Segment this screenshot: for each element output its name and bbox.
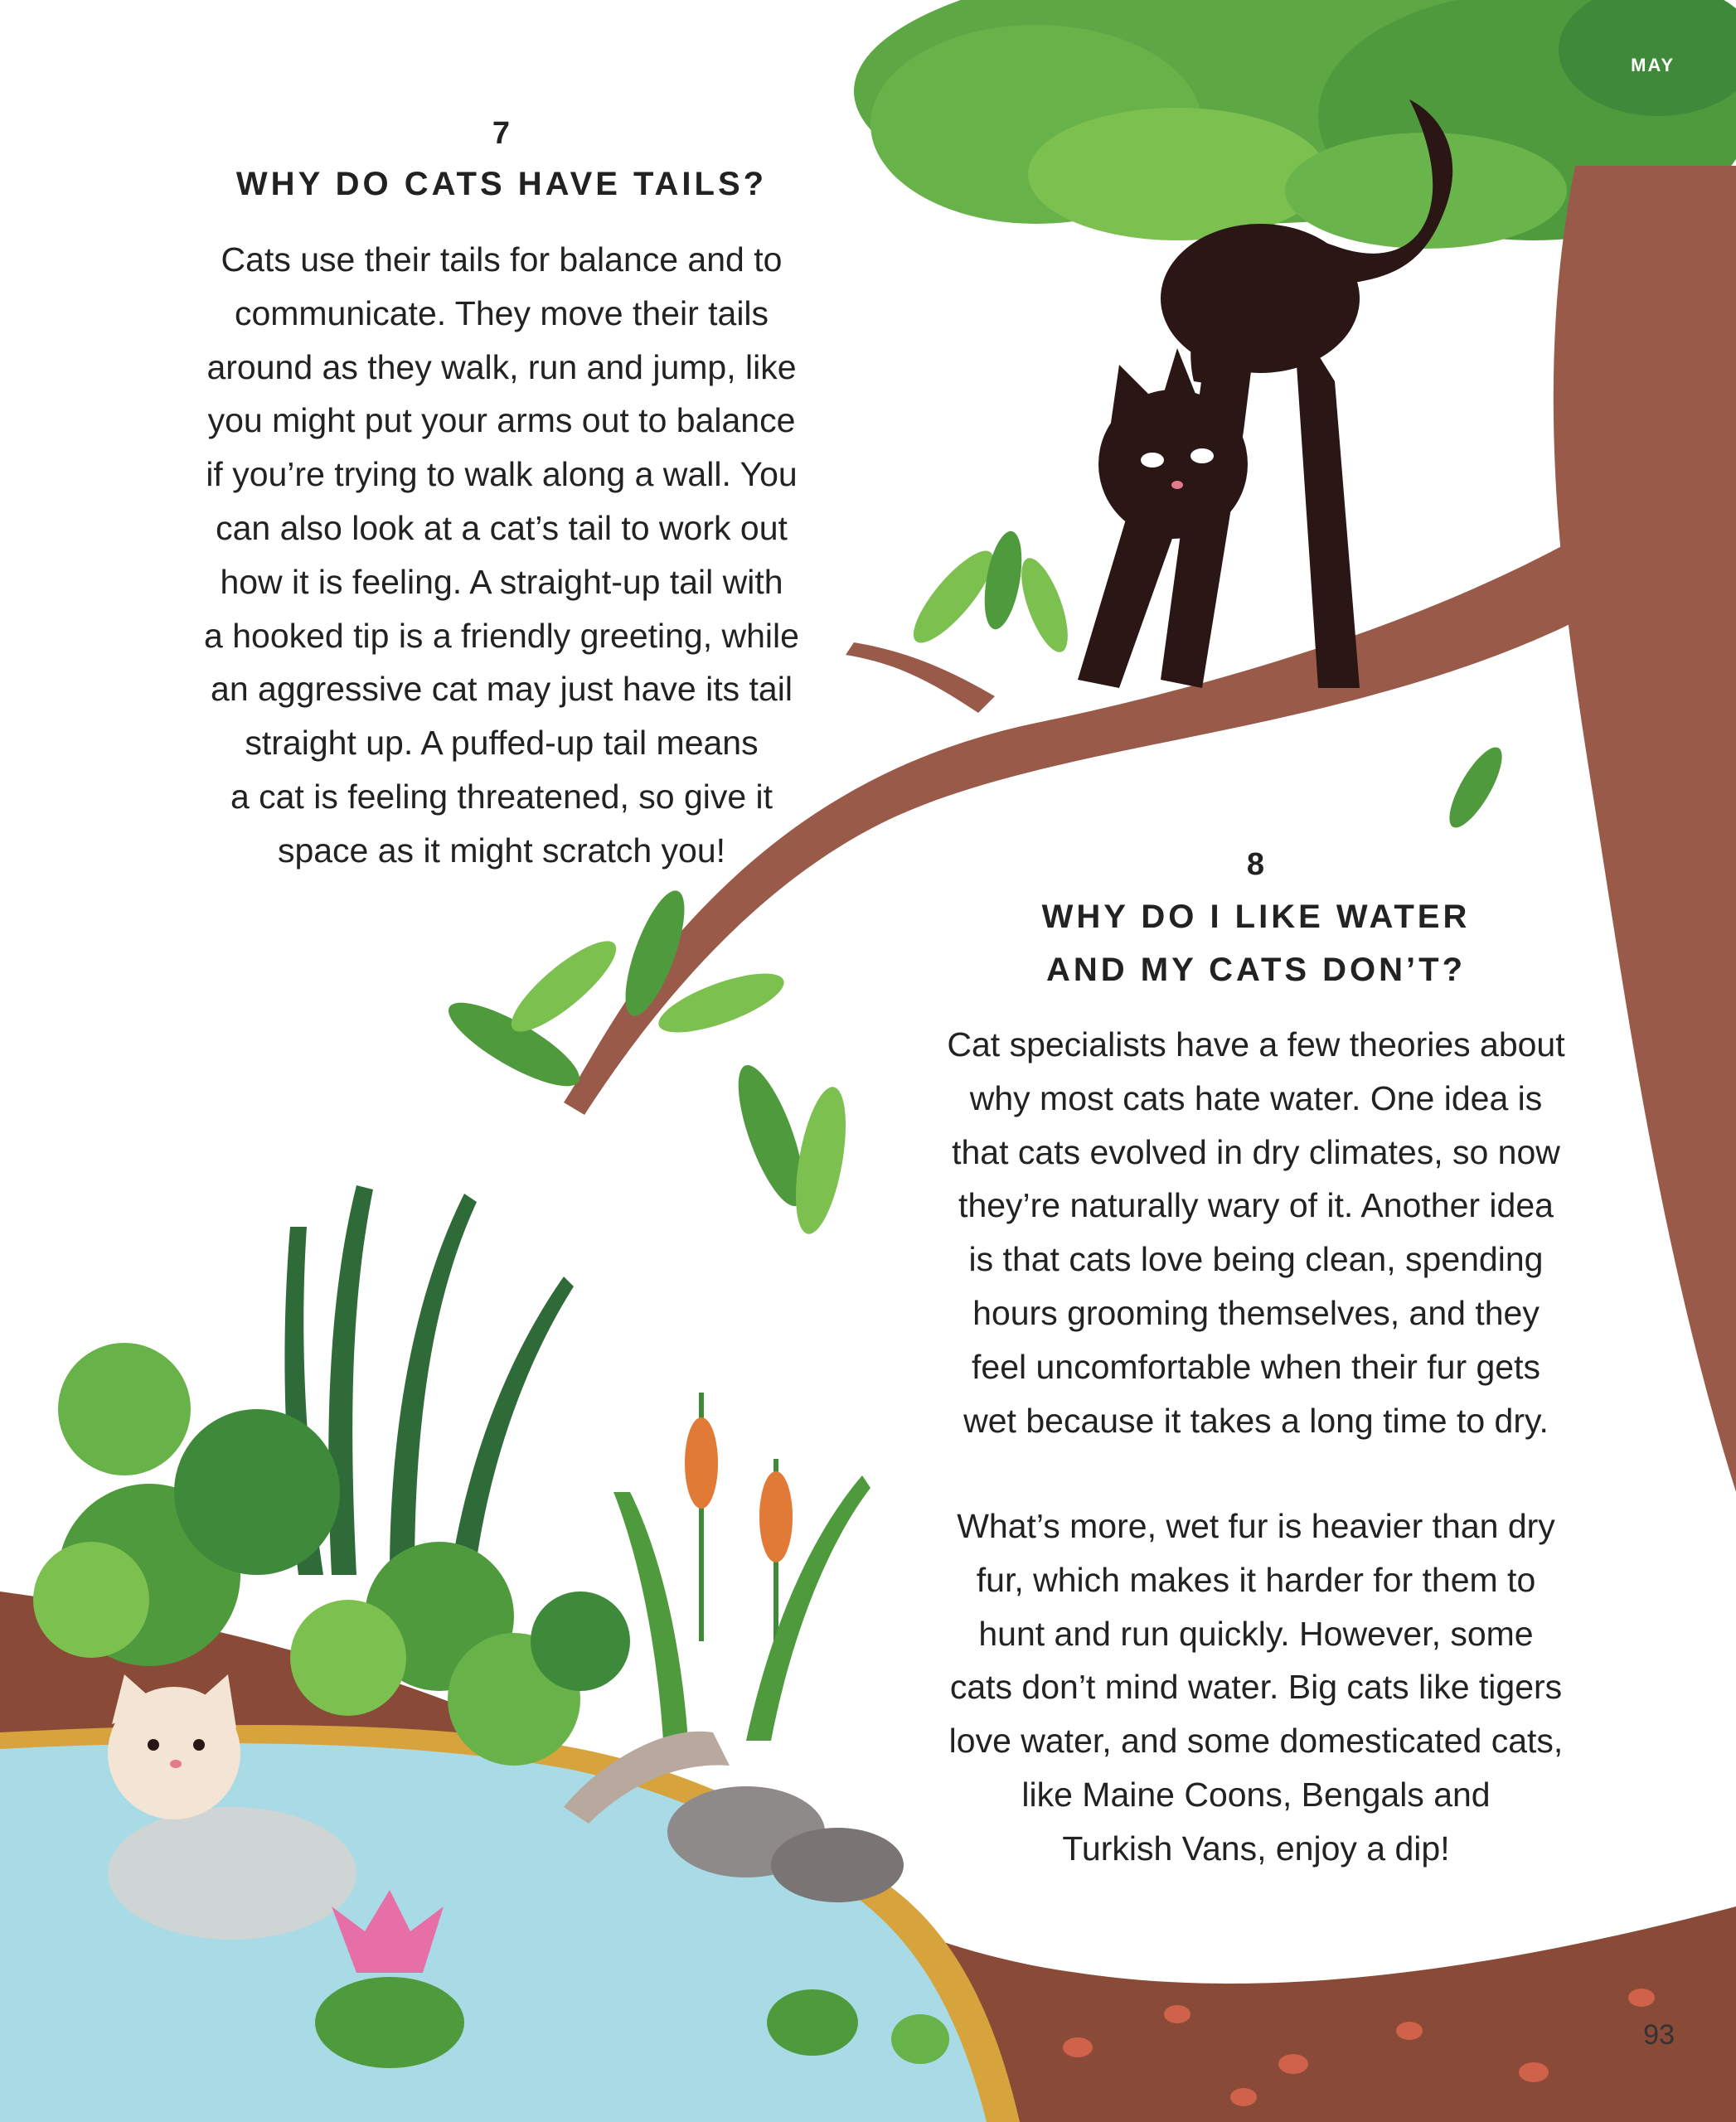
body-line: how it is feeling. A straight-up tail with	[220, 562, 783, 601]
body-line: hours grooming themselves, and they	[972, 1293, 1540, 1332]
body-line: they’re naturally wary of it. Another idea	[958, 1186, 1554, 1225]
body-line: What’s more, wet fur is heavier than dry	[957, 1507, 1555, 1545]
cattails	[613, 1393, 870, 1741]
section-7-number: 7	[492, 116, 512, 151]
body-line: like Maine Coons, Bengals and	[1021, 1775, 1491, 1814]
body-line: fur, which makes it harder for them to	[976, 1560, 1536, 1599]
body-line: an aggressive cat may just have its tail	[211, 670, 793, 709]
body-line: that cats evolved in dry climates, so now	[952, 1132, 1560, 1171]
body-line: a cat is feeling threatened, so give it	[230, 777, 773, 816]
section-7-heading: WHY DO CATS HAVE TAILS?	[235, 166, 768, 202]
body-line: Turkish Vans, enjoy a dip!	[1062, 1829, 1450, 1868]
body-line: a hooked tip is a friendly greeting, while	[204, 616, 799, 655]
body-line: around as they walk, run and jump, like	[206, 347, 797, 386]
section-7-body	[149, 233, 854, 878]
body-line: if you’re trying to walk along a wall. You	[206, 455, 798, 494]
body-line: hunt and run quickly. However, some	[978, 1614, 1534, 1653]
body-line: feel uncomfortable when their fur gets	[972, 1347, 1540, 1386]
section-8-paragraph-1	[904, 1018, 1608, 1447]
body-line: Cat specialists have a few theories about	[947, 1025, 1565, 1063]
body-line: wet because it takes a long time to dry.	[963, 1401, 1549, 1440]
section-8-paragraph-2	[904, 1499, 1608, 1876]
page-number: 93	[1643, 2019, 1675, 2051]
body-line: space as it might scratch you!	[277, 831, 726, 870]
heading-line: AND MY CATS DON’T?	[1045, 952, 1467, 988]
body-line: can also look at a cat’s tail to work out	[216, 508, 788, 547]
heading-line: WHY DO I LIKE WATER	[1041, 899, 1471, 935]
body-line: Cats use their tails for balance and to	[221, 240, 783, 279]
section-8-heading	[924, 890, 1588, 996]
body-line: communicate. They move their tails	[234, 293, 769, 332]
body-line: is that cats love being clean, spending	[968, 1240, 1544, 1279]
body-line: cats don’t mind water. Big cats like tigers	[949, 1668, 1563, 1707]
body-line: why most cats hate water. One idea is	[969, 1078, 1543, 1117]
body-line: love water, and some domesticated cats,	[948, 1722, 1564, 1761]
section-8-number: 8	[1246, 847, 1266, 882]
body-line: you might put your arms out to balance	[207, 401, 796, 440]
body-line: straight up. A puffed-up tail means	[245, 724, 759, 763]
month-label: MAY	[1631, 55, 1675, 75]
tree-twig	[846, 642, 995, 713]
